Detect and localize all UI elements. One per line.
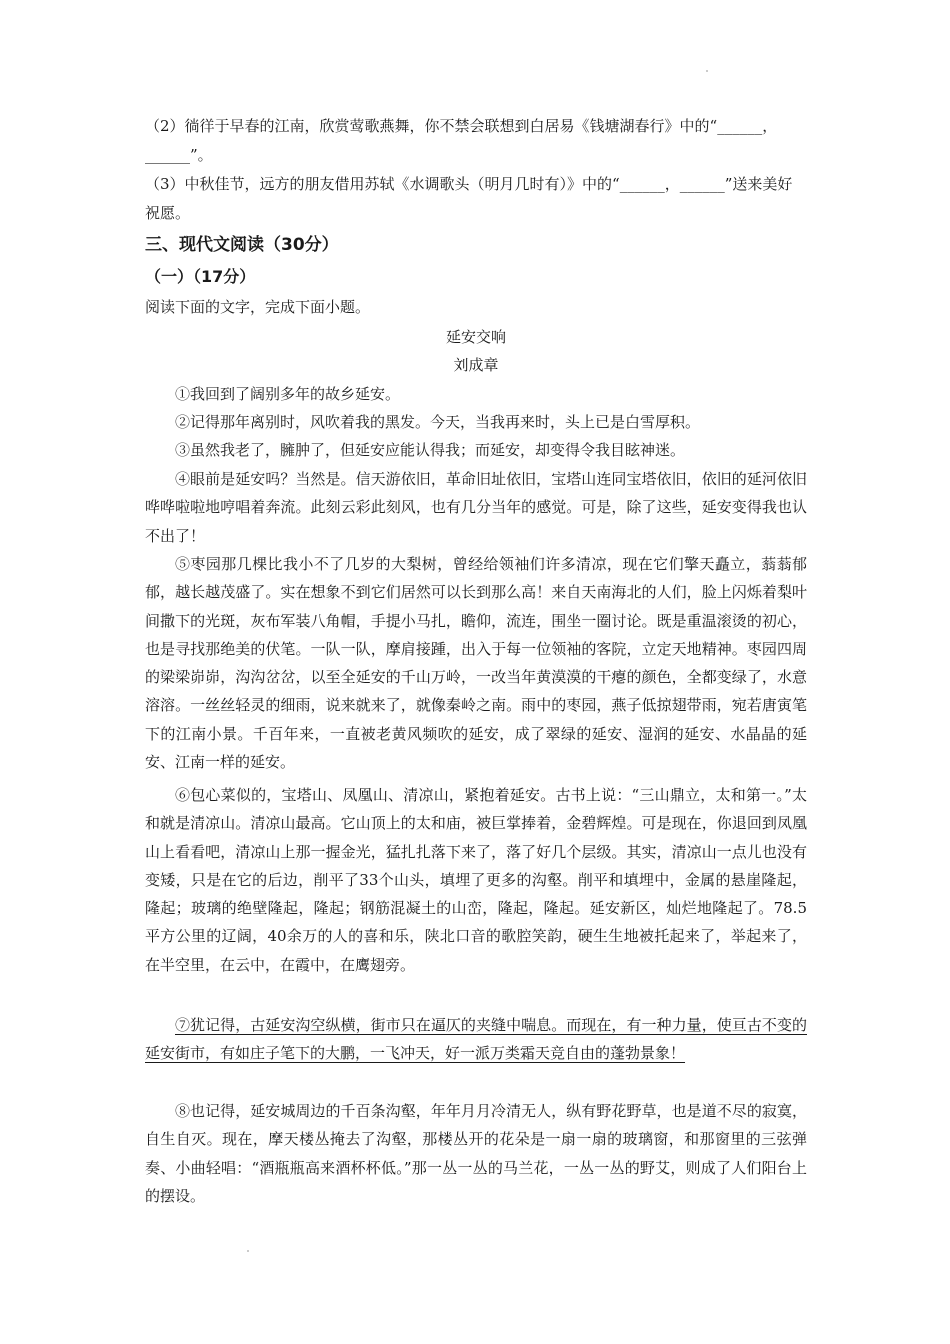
paragraph-4: ④眼前是延安吗？当然是。信天游依旧，革命旧址依旧，宝塔山连同宝塔依旧，依旧的延河依旧哗哗啦啦地哼唱着奔流。此刻云彩此刻风，也有几分当年的感觉。可是，除了这些，延安变得我也认不出了！ [145,470,807,545]
section-title: 三、现代文阅读（30分） [145,235,339,255]
paragraph-8: ⑧也记得，延安城周边的千百条沟壑，年年月月冷清无人，纵有野花野草，也是道不尽的寂寞，自生自灭。现在，摩天楼丛掩去了沟壑，那楼丛开的花朵是一扇一扇的玻璃窗，和那窗里的三弦弹奏、小曲轻唱：“酒瓶瓶高来酒杯杯低。”那一丛一丛的马兰花，一丛一丛的野艾，则成了人们阳台上的摆设。 [145,1102,807,1205]
paragraph-2: ②记得那年离别时，风吹着我的黑发。今天，当我再来时，头上已是白雪厚积。 [175,413,701,431]
paragraph-6: ⑥包心菜似的，宝塔山、凤凰山、清凉山，紧抱着延安。古书上说：“三山鼎立，太和第一。”太和就是清凉山。清凉山最高。它山顶上的太和庙，被巨掌捧着，金碧辉煌。可是现在，你退回到凤凰山上看看吧，清凉山上那一握金光，猛扎扎落下来了，落了好几个层级。其实，清凉山一点儿也没有变矮，只是在它的后边，削平了33个山头，填埋了更多的沟壑。削平和填埋中，金属的悬崖隆起，隆起；玻璃的绝壁隆起，隆起；钢筋混凝土的山峦，隆起，隆起。延安新区，灿烂地隆起了。78.5平方公里的辽阔，40余万的人的喜和乐，陕北口音的歌腔笑韵，硬生生地被托起来了，举起来了，在半空里，在云中，在霞中，在鹰翅旁。 [145,786,807,974]
sub-section-title: （一）（17分） [145,267,256,286]
paragraph-3: ③虽然我老了，臃肿了，但延安应能认得我；而延安，却变得令我目眩神迷。 [175,441,686,459]
article-title: 延安交响 [445,328,506,346]
paragraph-5: ⑤枣园那几棵比我小不了几岁的大梨树，曾经给领袖们许多清凉，现在它们擎天矗立，蓊蓊郁郁，越长越茂盛了。实在想象不到它们居然可以长到那么高！来自天南海北的人们，脸上闪烁着梨叶间撒下的光斑，灰布军装八角帽，手提小马扎，瞻仰，流连，围坐一圈讨论。既是重温滚烫的初心，也是寻找那绝美的伏笔。一队一队，摩肩接踵，出入于每一位领袖的客院，立定天地精神。枣园四周的梁梁峁峁，沟沟岔岔，以至全延安的千山万岭，一改当年黄漠漠的干瘪的颜色，全都变绿了，水意溶溶。一丝丝轻灵的细雨，说来就来了，就像秦岭之南。雨中的枣园，燕子低掠翅带雨，宛若唐寅笔下的江南小景。千百年来，一直被老黄风频吹的延安，成了翠绿的延安、湿润的延安、水晶晶的延安、江南一样的延安。 [145,555,807,772]
question-3: （3）中秋佳节，远方的朋友借用苏轼《水调歌头（明月几时有）》中的“______，______”送来美好祝愿。 [145,175,793,222]
reading-instruction: 阅读下面的文字，完成下面小题。 [145,298,371,316]
scan-speck [247,1250,249,1252]
scan-speck [706,70,708,72]
paragraph-1: ①我回到了阔别多年的故乡延安。 [175,385,401,403]
paragraph-7-underlined: ⑦犹记得，古延安沟空纵横，街市只在逼仄的夹缝中喘息。而现在，有一种力量，使亘古不变的延安街市，有如庄子笔下的大鹏，一飞冲天，好一派万类霜天竞自由的蓬勃景象！ [145,1016,807,1063]
question-2: （2）徜徉于早春的江南，欣赏莺歌燕舞，你不禁会联想到白居易《钱塘湖春行》中的“______，______”。 [145,117,778,164]
article-author: 刘成章 [453,356,499,374]
